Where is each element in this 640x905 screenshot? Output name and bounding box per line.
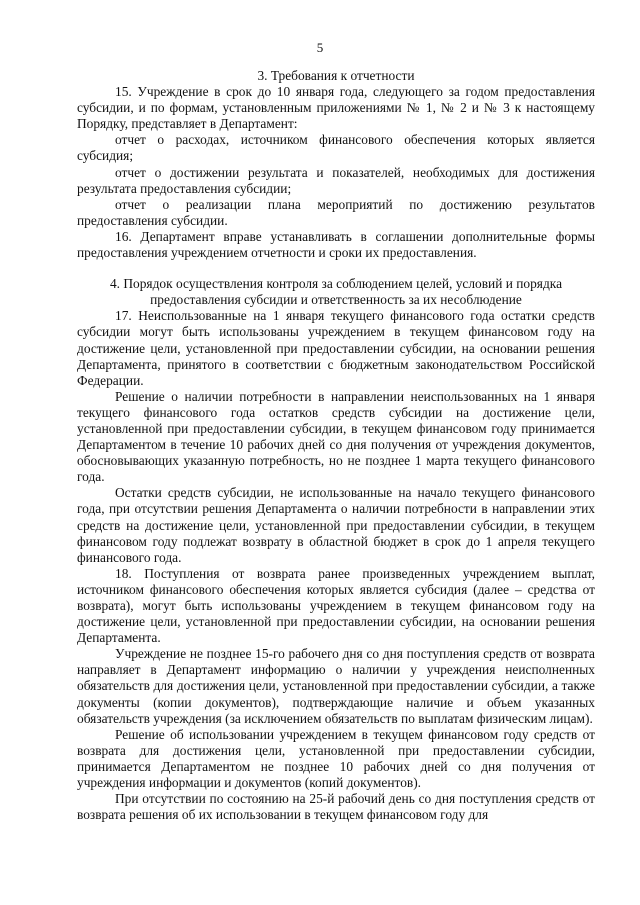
section-3-heading: 3. Требования к отчетности [257, 68, 415, 83]
paragraph-17: 17. Неиспользованные на 1 января текущего финансового года остатки средств субсидии могут быть использованы учреждением в текущем финансовом году на достижение цели, установленной при предоставлении субсидии, на основании решения Департамента, принятого в соответствии с бюджетным законодательством Российской Федерации. [77, 308, 595, 388]
report-plan-item: отчет о реализации плана мероприятий по достижению результатов предоставления субсидии. [77, 196, 595, 228]
paragraph-16: 16. Департамент вправе устанавливать в соглашении дополнительные формы предоставления учреждением отчетности и сроки их предоставления. [77, 228, 595, 261]
report-expenses-item: отчет о расходах, источником финансового обеспечения которых является субсидия; [77, 132, 595, 164]
paragraph-15: 15. Учреждение в срок до 10 января года, следующего за годом предоставления субсидии, и по формам, установленным приложениями № 1, № 2 и № 3 к настоящему Порядку, представляет в Департамент: [77, 84, 595, 132]
section-spacer [77, 261, 595, 276]
section-4-heading-line-2: предоставления субсидии и ответственность за их несоблюдение [150, 292, 522, 308]
paragraph-17-need-decision: Решение о наличии потребности в направлении неиспользованных на 1 января текущего финансового года остатков средств субсидии на достижение цели, установленной при предоставлении субсидии, в текущем финансовом году принимается Департаментом в течение 10 рабочих дней со дня получения от учреждения документов, обосновывающих указанную потребность, но не позднее 1 марта текущего финансового года. [77, 388, 595, 485]
section-4-heading-line-1: 4. Порядок осуществления контроля за соблюдением целей, условий и порядка [109, 276, 563, 292]
paragraph-18-decision: Решение об использовании учреждением в текущем финансовом году средств от возврата для достижения цели, установленной при предоставлении субсидии, принимается Департаментом не позднее 10 рабочих дней со дня получения от учреждения информации и документов (копий документов). [77, 726, 595, 791]
paragraph-18: 18. Поступления от возврата ранее произведенных учреждением выплат, источником финансового обеспечения которых является субсидия (далее – средства от возврата), могут быть использованы учреждением в текущем финансовом году на достижение цели, установленной при предоставлении субсидии, на основании решения Департамента. [77, 565, 595, 646]
report-results-item: отчет о достижении результата и показателей, необходимых для достижения результата предоставления субсидии; [77, 164, 595, 196]
page-number: 5 [316, 40, 324, 55]
paragraph-18-information: Учреждение не позднее 15-го рабочего дня со дня поступления средств от возврата направляет в Департамент информацию о наличии у учреждения неисполненных обязательств для достижения цели, установленной при предоставлении субсидии, а также документы (копии документов), подтверждающие наличие и объем указанных обязательств учреждения (за исключением обязательств по выплатам физическим лицам). [77, 646, 595, 726]
paragraph-17-remaining-funds: Остатки средств субсидии, не использованные на начало текущего финансового года, при отсутствии решения Департамента о наличии потребности в направлении этих средств на достижение цели, установленной при предоставлении субсидии, в текущем финансовом году подлежат возврату в областной бюджет в срок до 1 апреля текущего финансового года. [77, 485, 595, 565]
paragraph-18-absence: При отсутствии по состоянию на 25-й рабочий день со дня поступления средств от возврата решения об их использовании в текущем финансовом году для [77, 791, 595, 823]
document-body [77, 68, 595, 823]
